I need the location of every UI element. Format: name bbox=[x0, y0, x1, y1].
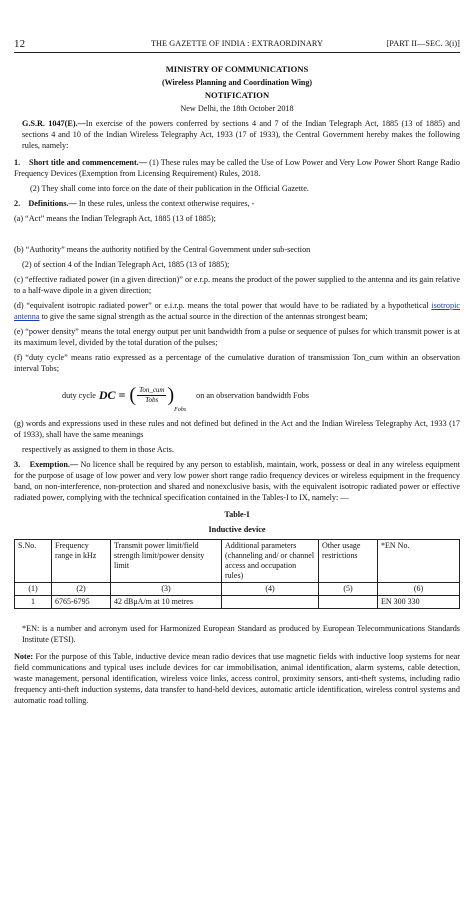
header-additional-params: Additional parameters (channeling and/ or channel access and occupation rules) bbox=[222, 540, 319, 583]
rule-3-number: 3. bbox=[14, 460, 21, 469]
definition-a: (a) “Act” means the Indian Telegraph Act, 1885 (13 of 1885); bbox=[14, 214, 216, 223]
header-sno: S.No. bbox=[15, 540, 52, 583]
table-title: Table-I bbox=[224, 510, 250, 519]
table-note bbox=[14, 651, 460, 706]
rule-3 bbox=[14, 459, 460, 503]
header-rule bbox=[14, 52, 460, 53]
definition-d-text: (d) “equivalent isotropic radiated power” or e.i.r.p. means the total power that would have to be radiated by a hypothetical bbox=[14, 301, 432, 310]
duty-cycle-formula bbox=[14, 380, 460, 413]
formula-tail: on an observation bandwidth Fobs bbox=[196, 390, 309, 400]
gsr-number: G.S.R. 1047(E).— bbox=[22, 119, 86, 128]
rule-2-number: 2. bbox=[14, 199, 21, 208]
header-other-usage: Other usage restrictions bbox=[319, 540, 378, 583]
definition-b-cont: (2) of section 4 of the Indian Telegraph Act, 1885 (13 of 1885); bbox=[22, 260, 230, 269]
rule-1-sub-2: (2) They shall come into force on the date of their publication in the Official Gazette. bbox=[30, 184, 309, 193]
note-text: For the purpose of this Table, inductive device mean radio devices that use magnetic fields with inductive loop systems for near field communications and typical uses include devices for car immobilisation, animal identification, alarm systems, cable detection, waste management, personal identification, wireless voice links, access control, proximity sensors, anti-theft systems, including radio frequency anti-theft induction systems, data transfer to hand-held devices, automatic article identification, wireless control systems and automatic road tolling. bbox=[14, 652, 460, 705]
cell-power-limit: 42 dBμA/m at 10 metres bbox=[111, 596, 222, 609]
definition-b: (b) “Authority” means the authority notified by the Central Government under sub-section bbox=[14, 245, 311, 254]
cell-other-usage bbox=[319, 596, 378, 609]
formula-fraction bbox=[137, 386, 166, 405]
definition-g-cont: respectively as assigned to them in those Acts. bbox=[22, 445, 174, 454]
table-index-row bbox=[15, 583, 460, 596]
dateline: New Delhi, the 18th October 2018 bbox=[180, 104, 294, 113]
formula-close-bracket: ) bbox=[167, 384, 175, 406]
notification-title: NOTIFICATION bbox=[204, 90, 270, 100]
rule-1-text: (1) These rules may be called the Use of Low Power and Very Low Power Short Range Radio Frequency Devices (Exemption from Licensing Requirement) Rules, 2018. bbox=[14, 158, 460, 178]
definition-c: (c) “effective radiated power (in a given direction)” or e.r.p. means the product of the power supplied to the antenna and its gain relative to a half-wave dipole in a given direction; bbox=[14, 275, 460, 295]
definition-d-text-end: to give the same signal strength as the actual source in the direction of the antennas strongest beam; bbox=[39, 312, 368, 321]
wing-title: (Wireless Planning and Coordination Wing) bbox=[161, 78, 313, 87]
gazette-title: THE GAZETTE OF INDIA : EXTRAORDINARY bbox=[150, 39, 324, 48]
note-label: Note: bbox=[14, 652, 34, 661]
document-body bbox=[14, 60, 460, 706]
index-cell: (3) bbox=[111, 583, 222, 596]
definition-e: (e) “power density” means the total energy output per unit bandwidth from a pulse or sequence of pulses for which transmit power is at its maximum level, divided by the total duration of the pulses; bbox=[14, 327, 460, 347]
rule-1-number: 1. bbox=[14, 158, 21, 167]
index-cell: (2) bbox=[52, 583, 111, 596]
definition-g: (g) words and expressions used in these rules and not defined but defined in the Act and the Indian Wireless Telegraphy Act, 1933 (17 of 1933), shall have the same meanings bbox=[14, 419, 460, 439]
table-header-row bbox=[15, 540, 460, 583]
rule-2 bbox=[14, 198, 460, 209]
formula-label: duty cycle bbox=[62, 390, 96, 400]
inductive-device-table bbox=[14, 539, 460, 609]
intro-paragraph bbox=[14, 118, 460, 151]
formula-denominator: Tobs bbox=[145, 395, 159, 404]
formula-numerator: Ton_cum bbox=[139, 385, 165, 394]
rule-3-title: Exemption.— bbox=[29, 460, 79, 469]
index-cell: (4) bbox=[222, 583, 319, 596]
rule-1 bbox=[14, 157, 460, 179]
formula-open-bracket: ( bbox=[129, 384, 137, 406]
rule-1-title: Short title and commencement.— bbox=[29, 158, 147, 167]
part-section: [PART II—SEC. 3(i)] bbox=[386, 39, 460, 48]
formula-subscript: Fobs bbox=[174, 407, 187, 413]
rule-3-text: No licence shall be required by any person to establish, maintain, work, possess or deal in any wireless equipment for the purpose of usage of low power and very low power short range radio frequency devices or wireless equipment in the frequency band, on non-interference, non-protection and shared and nonexclusive basis, with the equivalent isotropic radiated power or effective radiated power, complying with the technical specification contained in the Tables-I to IX, namely: — bbox=[14, 460, 461, 502]
page-number: 12 bbox=[14, 38, 26, 50]
cell-sno: 1 bbox=[15, 596, 52, 609]
intro-text: In exercise of the powers conferred by sections 4 and 7 of the Indian Telegraph Act, 1885 (13 of 1885) and sections 4 and 10 of the Indian Wireless Telegraphy Act, 1933 (17 of 1933), the Central Government hereby makes the following rules, namely: bbox=[22, 119, 460, 150]
cell-frequency: 6765-6795 bbox=[52, 596, 111, 609]
header-frequency: Frequency range in kHz bbox=[52, 540, 111, 583]
index-cell: (5) bbox=[319, 583, 378, 596]
rule-2-lead: In these rules, unless the context otherwise requires, - bbox=[76, 199, 255, 208]
table-row bbox=[15, 596, 460, 609]
definition-d bbox=[14, 300, 460, 322]
ministry-title: MINISTRY OF COMMUNICATIONS bbox=[165, 64, 309, 74]
index-cell: (1) bbox=[15, 583, 52, 596]
rule-2-title: Definitions.— bbox=[28, 199, 77, 208]
table-subtitle: Inductive device bbox=[208, 525, 266, 534]
index-cell: (6) bbox=[378, 583, 460, 596]
formula-symbol: DC = bbox=[98, 387, 126, 402]
header-en-no: *EN No. bbox=[378, 540, 460, 583]
header-power-limit: Transmit power limit/field strength limit/power density limit bbox=[111, 540, 222, 583]
en-footnote: *EN: is a number and acronym used for Harmonized European Standard as produced by European Telecommunications Standards Institute (ETSI). bbox=[22, 624, 460, 644]
cell-en-no: EN 300 330 bbox=[378, 596, 460, 609]
isotropic-antenna-link[interactable]: isotropic antenna bbox=[14, 301, 460, 321]
cell-additional-params bbox=[222, 596, 319, 609]
definition-f: (f) “duty cycle” means ratio expressed as a percentage of the cumulative duration of transmission Ton_cum within an observation interval Tobs; bbox=[14, 353, 460, 373]
